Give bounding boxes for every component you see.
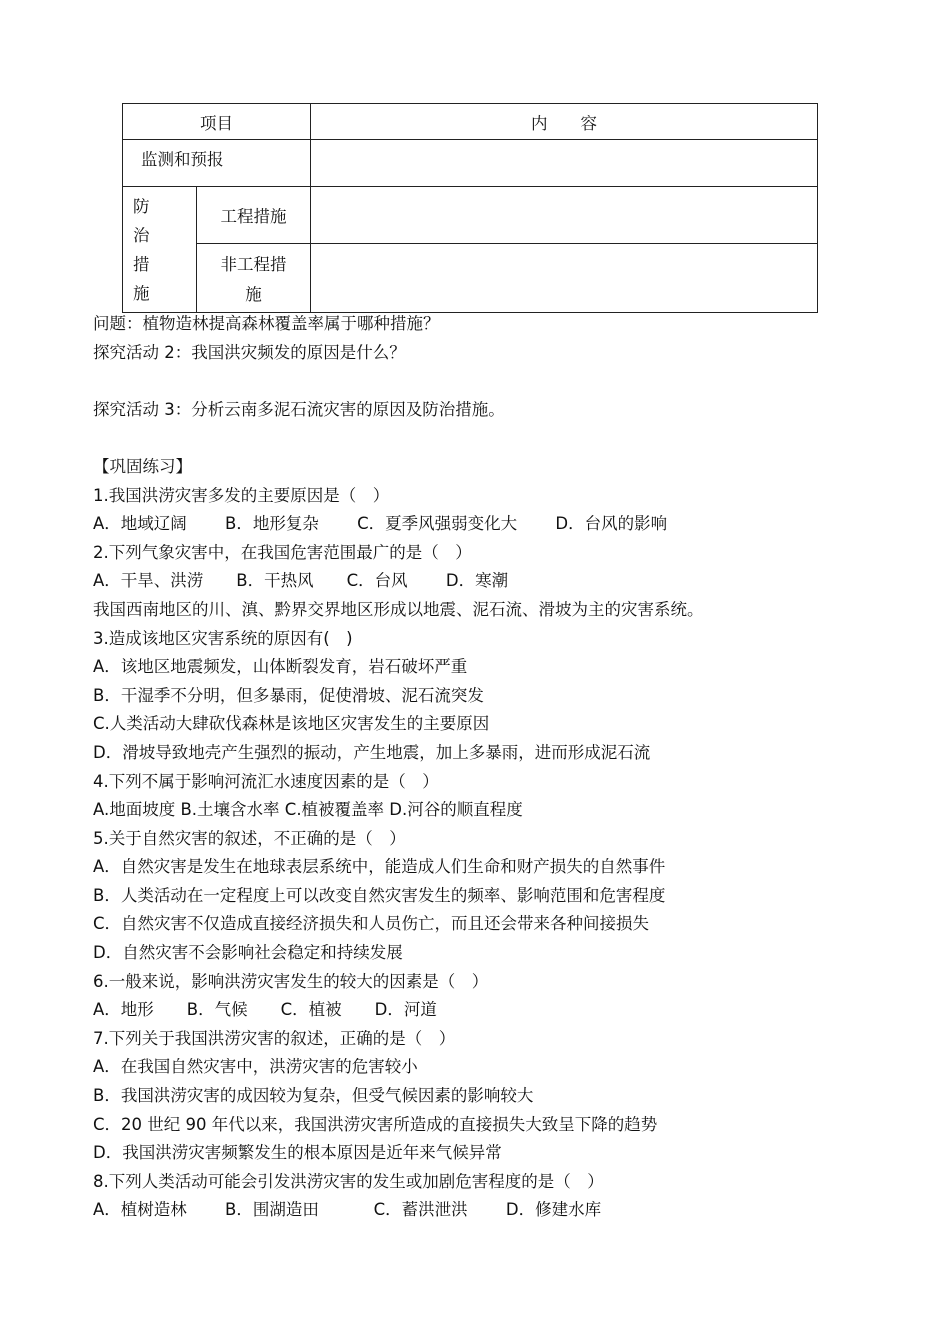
question-4: 4.下列不属于影响河流汇水速度因素的是（ ） — [93, 771, 439, 791]
blank-line — [93, 367, 913, 396]
options-1: A．地域辽阔 B．地形复杂 C．夏季风强弱变化大 D．台风的影响 — [93, 514, 668, 534]
text-line: 问题：植物造林提高森林覆盖率属于哪种措施？ — [93, 314, 440, 333]
context-text: 我国西南地区的川、滇、黔界交界地区形成以地震、泥石流、滑坡为主的灾害系统。 — [93, 599, 704, 619]
row-nonengineering-label — [197, 244, 311, 313]
option-7c: C．20 世纪 90 年代以来，我国洪涝灾害所造成的直接损失大致呈下降的趋势 — [93, 1114, 658, 1134]
prevention-label — [123, 187, 197, 313]
question-1: 1.我国洪涝灾害多发的主要原因是（ ） — [93, 485, 390, 505]
option-3a: A．该地区地震频发，山体断裂发育，岩石破坏严重 — [93, 657, 468, 677]
option-3b: B．干湿季不分明，但多暴雨，促使滑坡、泥石流突发 — [93, 685, 484, 705]
option-7b: B．我国洪涝灾害的成因较为复杂，但受气候因素的影响较大 — [93, 1086, 534, 1106]
side-char: 防 — [133, 196, 150, 216]
question-5: 5.关于自然灾害的叙述，不正确的是（ ） — [93, 828, 406, 848]
option-5b: B．人类活动在一定程度上可以改变自然灾害发生的频率、影响范围和危害程度 — [93, 885, 666, 905]
options-6: A．地形 B．气候 C．植被 D．河道 — [93, 1000, 437, 1020]
option-7d: D．我国洪涝灾害频繁发生的根本原因是近年来气候异常 — [93, 1143, 502, 1163]
blank-line — [93, 424, 913, 453]
header-item: 项目 — [123, 104, 311, 140]
option-5a: A．自然灾害是发生在地球表层系统中，能造成人们生命和财产损失的自然事件 — [93, 857, 666, 877]
options-2: A．干旱、洪涝 B．干热风 C．台风 D．寒潮 — [93, 571, 509, 591]
option-7a: A．在我国自然灾害中，洪涝灾害的危害较小 — [93, 1057, 418, 1077]
section-heading: 【巩固练习】 — [93, 456, 192, 476]
row-monitor-label: 监测和预报 — [123, 140, 311, 187]
header-content: 内 容 — [311, 104, 818, 140]
row-nonengineering-content — [311, 244, 818, 313]
question-7: 7.下列关于我国洪涝灾害的叙述，正确的是（ ） — [93, 1028, 456, 1048]
question-8: 8.下列人类活动可能会引发洪涝灾害的发生或加剧危害程度的是（ ） — [93, 1171, 604, 1191]
option-3d: D．滑坡导致地壳产生强烈的振动，产生地震，加上多暴雨，进而形成泥石流 — [93, 742, 651, 762]
side-char: 治 — [133, 225, 150, 245]
nonengineering-line2: 施 — [245, 285, 262, 304]
text-line: 探究活动 3：分析云南多泥石流灾害的原因及防治措施。 — [93, 399, 505, 419]
text-line: 探究活动 2：我国洪灾频发的原因是什么？ — [93, 342, 406, 362]
options-8: A．植树造林 B．围湖造田 C．蓄洪泄洪 D．修建水库 — [93, 1200, 602, 1220]
nonengineering-line1: 非工程措 — [220, 255, 287, 274]
option-5c: C．自然灾害不仅造成直接经济损失和人员伤亡，而且还会带来各种间接损失 — [93, 914, 650, 934]
option-5d: D．自然灾害不会影响社会稳定和持续发展 — [93, 943, 403, 963]
option-3c: C.人类活动大肆砍伐森林是该地区灾害发生的主要原因 — [93, 714, 490, 734]
row-monitor-content — [311, 140, 818, 187]
question-6: 6.一般来说，影响洪涝灾害发生的较大的因素是（ ） — [93, 971, 489, 991]
measures-table — [122, 103, 818, 313]
row-engineering-content — [311, 187, 818, 244]
side-char: 措 — [133, 254, 150, 274]
worksheet-body — [93, 310, 913, 1225]
side-char: 施 — [133, 283, 150, 303]
options-4: A.地面坡度 B.土壤含水率 C.植被覆盖率 D.河谷的顺直程度 — [93, 800, 523, 820]
question-2: 2.下列气象灾害中，在我国危害范围最广的是（ ） — [93, 542, 472, 562]
question-3: 3.造成该地区灾害系统的原因有( ) — [93, 628, 353, 648]
row-engineering-label: 工程措施 — [197, 187, 311, 244]
